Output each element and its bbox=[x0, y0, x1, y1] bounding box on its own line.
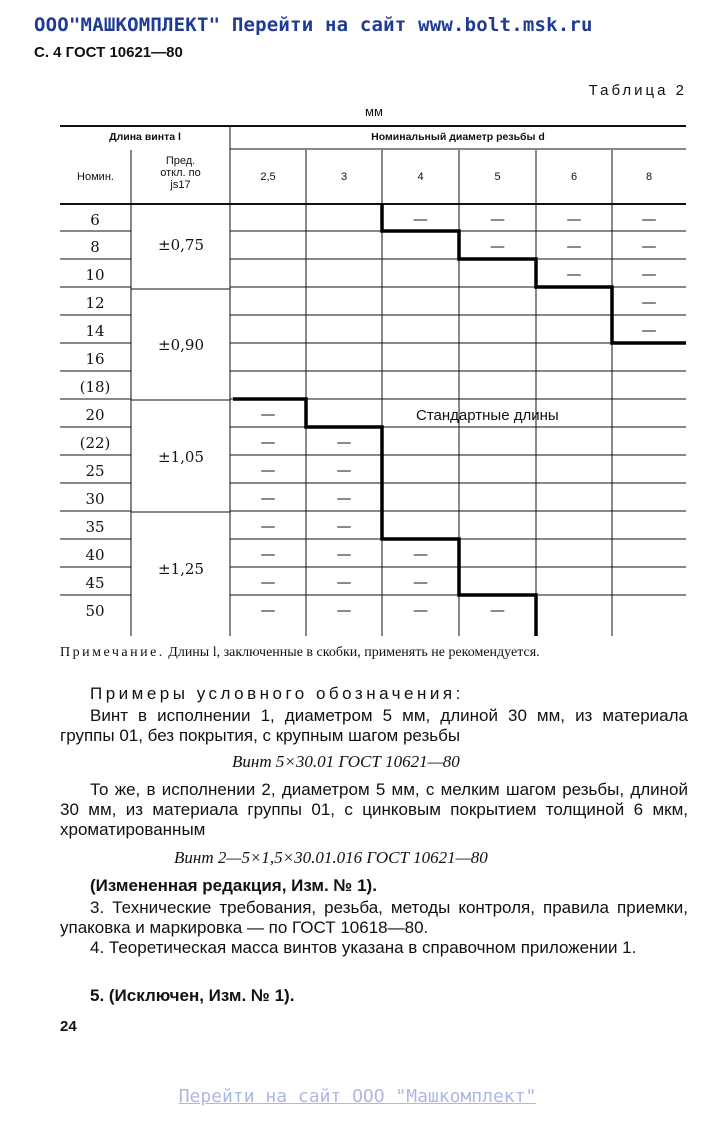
dash-cell: — bbox=[336, 601, 352, 619]
nominal-length: 10 bbox=[85, 266, 105, 284]
dash-cell: — bbox=[336, 433, 352, 451]
dash-cell: — bbox=[260, 545, 276, 563]
dash-cell: — bbox=[490, 601, 505, 619]
dash-cell: — bbox=[413, 210, 428, 228]
example2-formula: Винт 2—5×1,5×30.01.016 ГОСТ 10621—80 bbox=[174, 848, 488, 867]
col-tolerance-header bbox=[131, 155, 230, 191]
tol-header-line: откл. по bbox=[160, 167, 201, 179]
dash-cell: — bbox=[260, 433, 276, 451]
dash-cell: — bbox=[260, 405, 276, 423]
table-unit: мм bbox=[365, 104, 383, 119]
example2-text: То же, в исполнении 2, диаметром 5 мм, с мелким шагом резьбы, длиной 30 мм, из материала группы 01, с цинковым покрытием толщиной 6 мкм, хроматированным bbox=[60, 780, 688, 839]
site-header-link[interactable]: ООО"МАШКОМПЛЕКТ" Перейти на сайт www.bolt.msk.ru bbox=[34, 14, 593, 36]
dash-cell: — bbox=[641, 237, 657, 255]
nominal-length: 45 bbox=[85, 574, 105, 592]
dash-cell: — bbox=[490, 210, 505, 228]
tolerance-value: ±1,25 bbox=[158, 560, 204, 578]
dash-cell: — bbox=[413, 601, 428, 619]
examples-title: Примеры условного обозначения: bbox=[90, 684, 464, 703]
diameter-header: 4 bbox=[417, 171, 424, 183]
dash-cell: — bbox=[566, 237, 582, 255]
diameter-header: 6 bbox=[570, 171, 578, 183]
diameter-header: 3 bbox=[340, 171, 348, 183]
nominal-length: 12 bbox=[85, 294, 105, 312]
item-4: 4. Теоретическая масса винтов указана в справочном приложении 1. bbox=[90, 938, 637, 957]
tol-header-line: Пред. bbox=[165, 155, 196, 167]
tol-header-line: js17 bbox=[170, 179, 191, 191]
col-nominal-header: Номин. bbox=[77, 171, 114, 183]
dash-cell: — bbox=[641, 210, 657, 228]
dash-cell: — bbox=[260, 601, 276, 619]
dash-cell: — bbox=[566, 210, 582, 228]
nominal-length: 30 bbox=[85, 490, 105, 508]
edition-note: (Измененная редакция, Изм. № 1). bbox=[90, 876, 377, 895]
table-note bbox=[60, 643, 688, 662]
dash-cell: — bbox=[336, 517, 352, 535]
standard-lengths-label: Стандартные длины bbox=[416, 407, 559, 424]
tolerance-value: ±0,75 bbox=[158, 236, 204, 254]
diameter-header: 2,5 bbox=[260, 171, 276, 183]
nominal-length: 50 bbox=[85, 602, 105, 620]
page-number: 24 bbox=[60, 1018, 77, 1035]
nominal-length: 14 bbox=[85, 322, 105, 340]
tolerance-value: ±1,05 bbox=[158, 448, 204, 466]
item-3: 3. Технические требования, резьба, методы контроля, правила приемки, упаковка и маркировка — по ГОСТ 10618—80. bbox=[60, 898, 688, 937]
col-group-length: Длина винта l bbox=[109, 131, 181, 143]
diameter-header: 8 bbox=[645, 171, 653, 183]
dash-cell: — bbox=[336, 545, 352, 563]
nominal-length: 40 bbox=[85, 546, 105, 564]
nominal-length: 35 bbox=[85, 518, 105, 536]
dash-cell: — bbox=[260, 573, 276, 591]
nominal-length: 6 bbox=[90, 211, 100, 229]
nominal-length: 20 bbox=[85, 406, 105, 424]
dash-cell: — bbox=[260, 489, 276, 507]
footer-link[interactable]: Перейти на сайт ООО "Машкомплект" bbox=[178, 1086, 537, 1107]
example1-formula: Винт 5×30.01 ГОСТ 10621—80 bbox=[232, 752, 460, 771]
dash-cell: — bbox=[413, 545, 428, 563]
page-reference: С. 4 ГОСТ 10621—80 bbox=[34, 44, 183, 61]
dash-cell: — bbox=[641, 293, 657, 311]
example1-text: Винт в исполнении 1, диаметром 5 мм, длиной 30 мм, из материала группы 01, без покрытия, с крупным шагом резьбы bbox=[60, 706, 688, 745]
dash-cell: — bbox=[260, 461, 276, 479]
dash-cell: — bbox=[413, 573, 428, 591]
nominal-length: 16 bbox=[85, 350, 105, 368]
dash-cell: — bbox=[490, 237, 505, 255]
nominal-length: 25 bbox=[85, 462, 105, 480]
item-5: 5. (Исключен, Изм. № 1). bbox=[90, 986, 295, 1005]
col-group-diameter: Номинальный диаметр резьбы d bbox=[371, 131, 545, 143]
tolerance-value: ±0,90 bbox=[158, 336, 204, 354]
nominal-length: (22) bbox=[79, 434, 111, 452]
dash-cell: — bbox=[641, 265, 657, 283]
dash-cell: — bbox=[336, 573, 352, 591]
table-caption: Таблица 2 bbox=[588, 82, 687, 99]
dash-cell: — bbox=[566, 265, 582, 283]
note-text: Длины l, заключенные в скобки, применять не рекомендуется. bbox=[168, 645, 540, 660]
nominal-length: 8 bbox=[90, 238, 100, 256]
dash-cell: — bbox=[260, 517, 276, 535]
diameter-header: 5 bbox=[494, 171, 501, 183]
nominal-length: (18) bbox=[79, 378, 111, 396]
note-label: Примечание. bbox=[60, 645, 165, 660]
dash-cell: — bbox=[336, 489, 352, 507]
dash-cell: — bbox=[336, 461, 352, 479]
dash-cell: — bbox=[641, 321, 657, 339]
